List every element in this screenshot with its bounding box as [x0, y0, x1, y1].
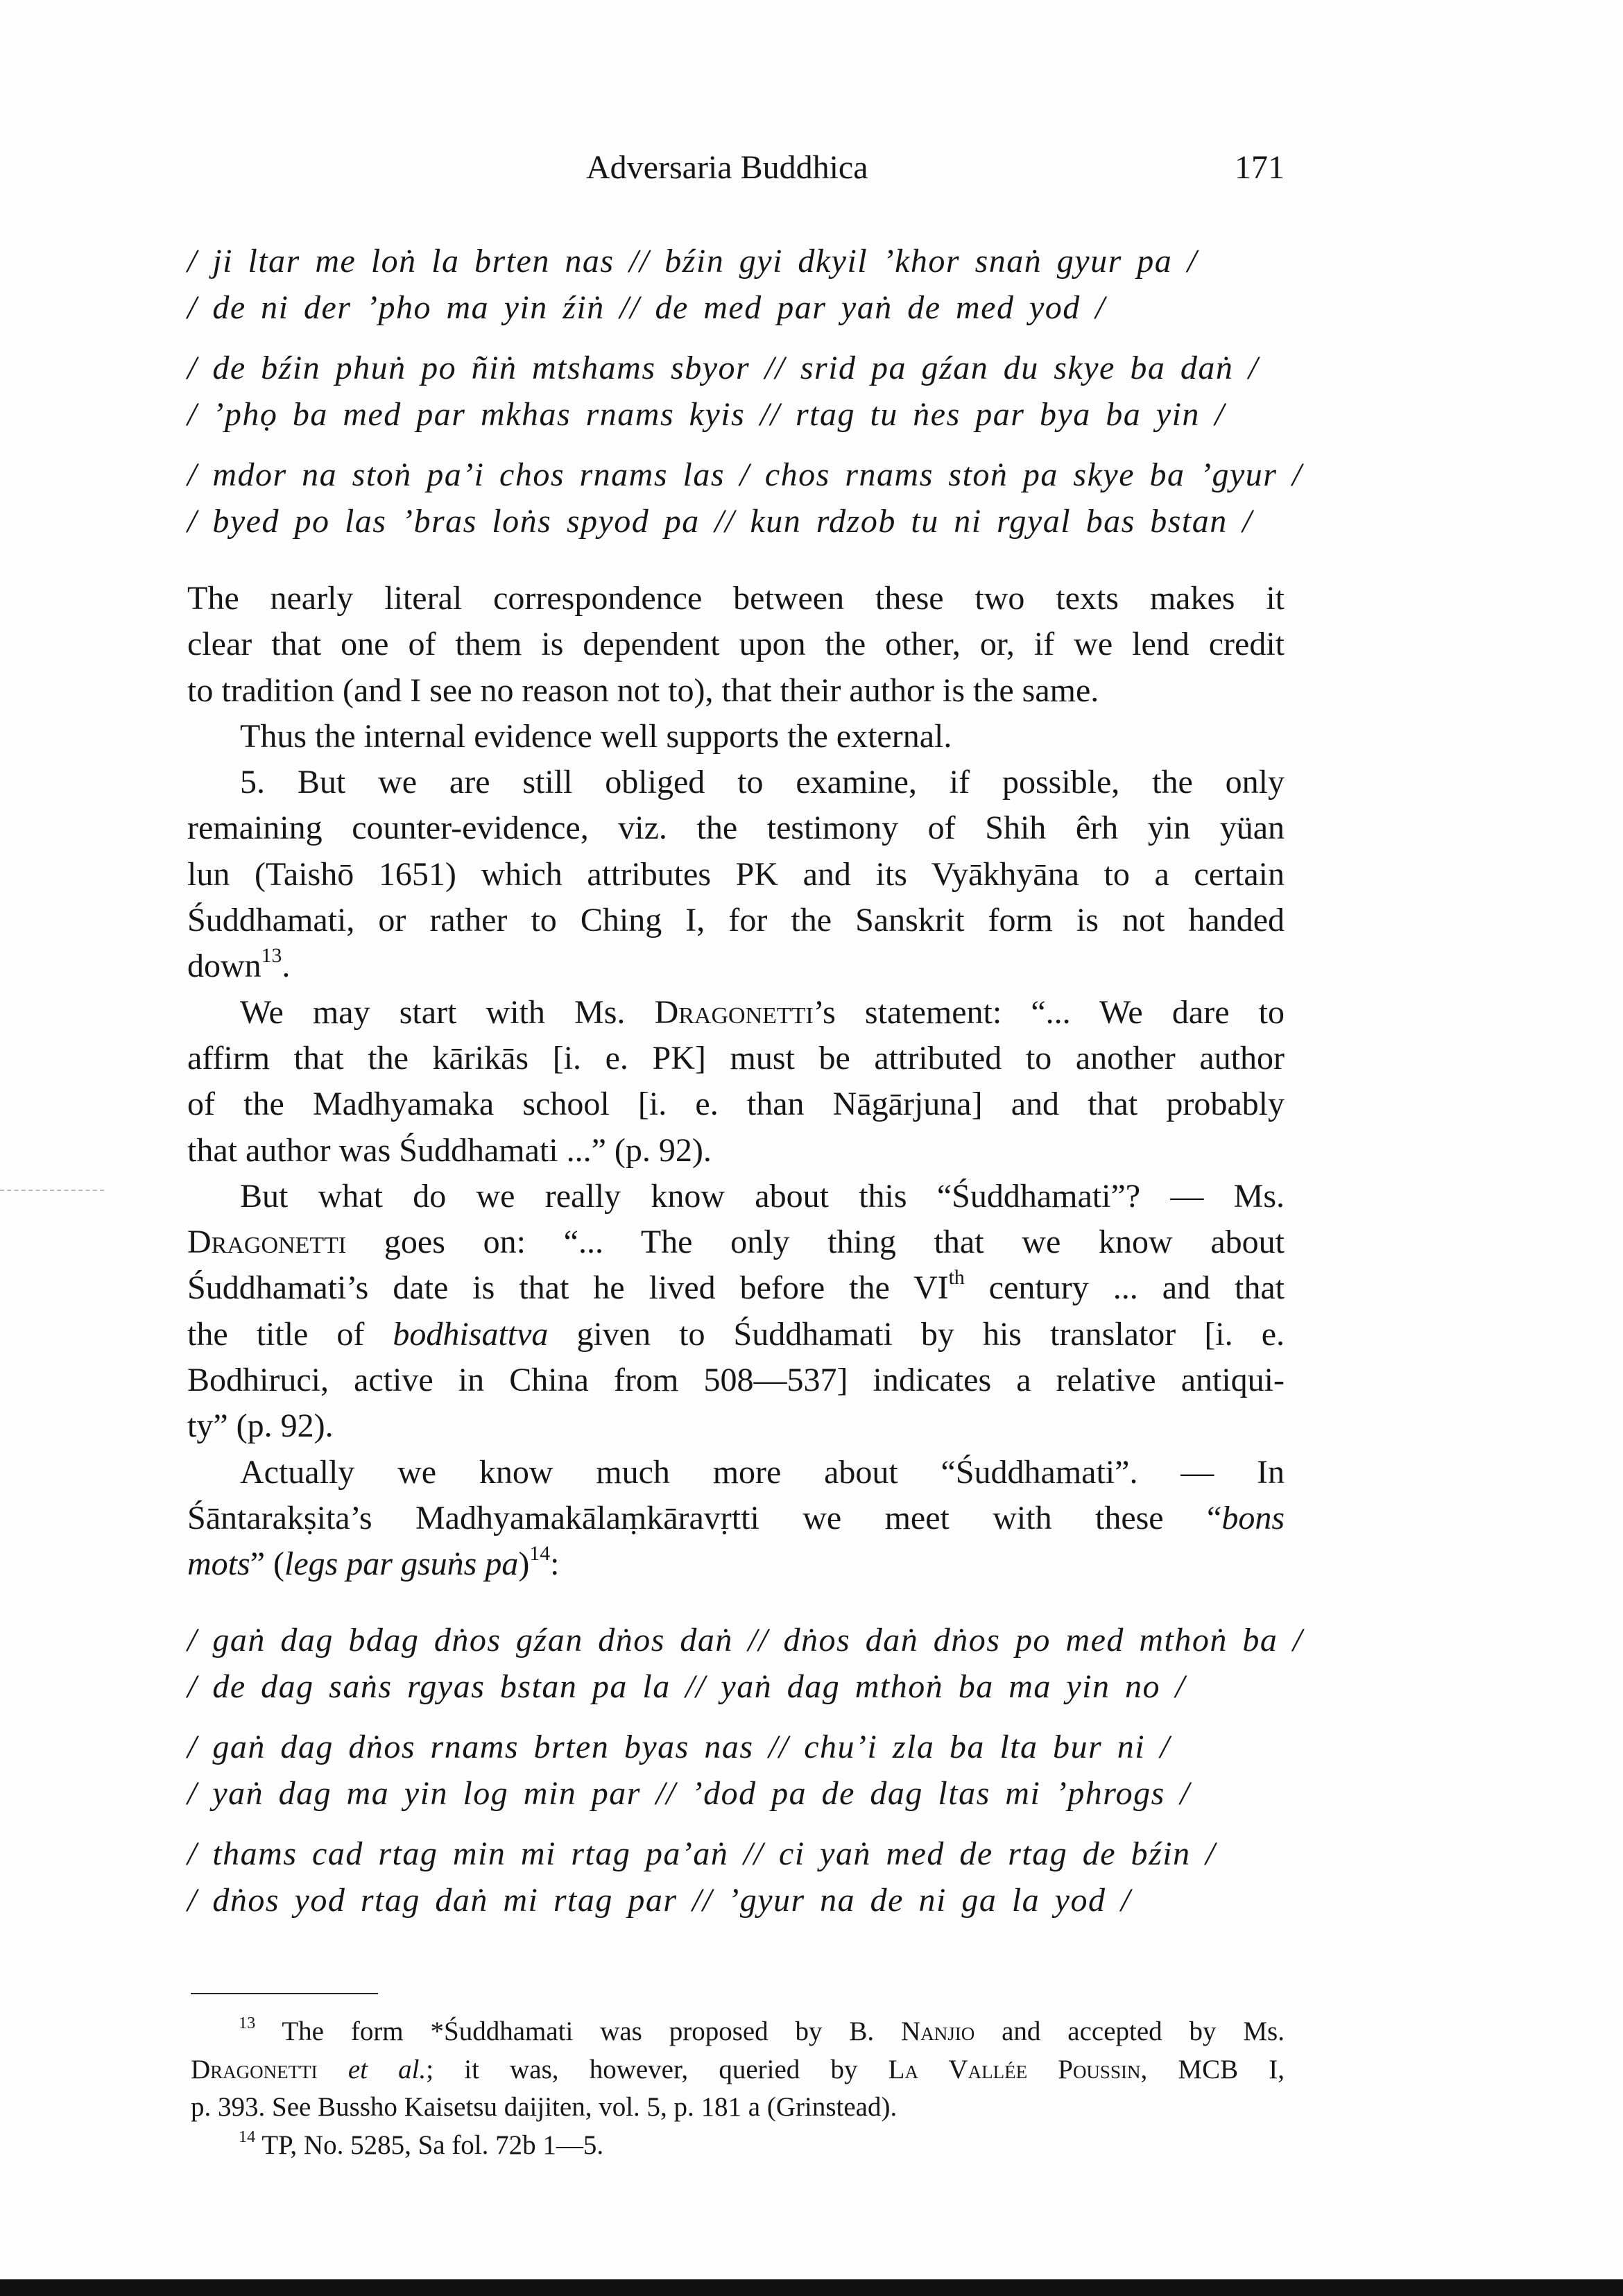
footnote-line — [191, 2127, 1285, 2165]
text-line — [187, 714, 1285, 760]
footnote-line — [191, 2051, 1285, 2089]
text-run: clear that one of them is dependent upon the other, or, if we lend credit — [187, 626, 1285, 663]
text-line — [187, 898, 1285, 943]
small-caps-name: Dragonetti — [191, 2054, 318, 2084]
verse-line: / de dag saṅs rgyas bstan pa la // yaṅ dag mthoṅ ba ma yin no / — [187, 1668, 1186, 1705]
footnotes — [191, 2013, 1285, 2165]
text-run: : — [550, 1545, 560, 1583]
text-run: ” ( — [250, 1545, 284, 1583]
italic-text: et al. — [347, 2054, 427, 2084]
text-line — [187, 1036, 1285, 1081]
text-run: ) — [518, 1545, 530, 1583]
text-run: remaining counter-evidence, viz. the testimony of Shih êrh yin yüan — [187, 809, 1285, 847]
text-line — [187, 990, 1285, 1036]
footnote-line — [191, 2089, 1285, 2127]
footnote-line — [191, 2013, 1285, 2051]
text-run: and accepted by Ms. — [974, 2016, 1285, 2046]
running-title: Adversaria Buddhica — [586, 149, 868, 186]
text-line — [187, 622, 1285, 667]
text-run: But what do we really know about this “Śuddhamati”? — Ms. — [240, 1177, 1285, 1215]
text-run: Śuddhamati, or rather to Ching I, for the Sanskrit form is not handed — [187, 902, 1285, 939]
text-line — [187, 1357, 1285, 1403]
verse-line: / dṅos yod rtag daṅ mi rtag par // ’gyur na de ni ga la yod / — [187, 1882, 1131, 1919]
running-header — [187, 147, 1285, 189]
footnote-marker: 13 — [261, 943, 282, 967]
text-line — [187, 1081, 1285, 1127]
text-line — [187, 1496, 1285, 1541]
body-text — [187, 576, 1285, 1588]
text-run: the title of — [187, 1315, 393, 1353]
verse-stanza — [187, 1724, 1505, 1817]
verse-stanza — [187, 238, 1505, 331]
verse-line: / gaṅ dag bdag dṅos gźan dṅos daṅ // dṅos daṅ dṅos po med mthoṅ ba / — [187, 1622, 1303, 1659]
small-caps-name: Dragonetti — [187, 1224, 347, 1261]
verse-line: / ’phọ ba med par mkhas rnams kyis // rtag tu ṅes par bya ba yin / — [187, 396, 1226, 433]
text-run: The nearly literal correspondence between these two texts makes it — [187, 580, 1285, 617]
footnote-marker: 14 — [529, 1541, 551, 1565]
verse-stanza — [187, 452, 1505, 545]
italic-text: legs par gsuṅs pa — [284, 1545, 519, 1583]
text-run: given to Śuddhamati by his translator [i. e. — [548, 1315, 1285, 1353]
text-line — [187, 852, 1285, 898]
text-line — [187, 1450, 1285, 1496]
text-run: ty” (p. 92). — [187, 1407, 334, 1445]
verse-line: / gaṅ dag dṅos rnams brten byas nas // chu’i zla ba lta bur ni / — [187, 1729, 1171, 1765]
text-line — [187, 1403, 1285, 1449]
text-line — [187, 1128, 1285, 1174]
superscript: th — [948, 1266, 965, 1290]
text-run: goes on: “... The only thing that we know about — [346, 1224, 1285, 1261]
italic-text: bodhisattva — [393, 1315, 549, 1353]
text-run: . — [282, 948, 291, 985]
text-run: Thus the internal evidence well supports the external. — [240, 717, 952, 755]
verse-line: / thams cad rtag min mi rtag pa’aṅ // ci yaṅ med de rtag de bźin / — [187, 1835, 1216, 1872]
footnote-marker: 13 — [239, 2013, 256, 2032]
verse-stanza — [187, 345, 1505, 438]
text-run: We may start with Ms. — [240, 993, 655, 1031]
text-line — [187, 1541, 1285, 1587]
text-run: to tradition (and I see no reason not to), that their author is the same. — [187, 671, 1099, 709]
text-run: Śuddhamati’s date is that he lived before the VI — [187, 1269, 949, 1307]
footnote-marker: 14 — [239, 2127, 256, 2146]
text-run: that author was Śuddhamati ...” (p. 92). — [187, 1131, 712, 1169]
text-line — [187, 1312, 1285, 1357]
text-run: Bodhiruci, active in China from 508—537] indicates a relative antiqui- — [187, 1362, 1285, 1399]
text-run: of the Madhyamaka school [i. e. than Nāgārjuna] and that probably — [187, 1086, 1285, 1123]
text-line — [187, 805, 1285, 851]
verse-quotation-top — [187, 238, 1505, 558]
verse-quotation-bottom — [187, 1617, 1505, 1937]
verse-line: / mdor na stoṅ pa’i chos rnams las / chos rnams stoṅ pa skye ba ’gyur / — [187, 456, 1303, 493]
footnote — [191, 2013, 1285, 2127]
text-run: ’s statement: “... We dare to — [813, 993, 1285, 1031]
text-run: century ... and that — [964, 1269, 1285, 1307]
small-caps-name: Nanjio — [901, 2016, 975, 2046]
verse-line: / yaṅ dag ma yin log min par // ’dod pa de dag ltas mi ’phrogs / — [187, 1775, 1191, 1812]
text-run: down — [187, 948, 261, 985]
body-paragraph — [187, 760, 1285, 989]
text-run: TP, No. 5285, Sa fol. 72b 1—5. — [255, 2130, 604, 2161]
text-line — [187, 1219, 1285, 1265]
body-paragraph — [187, 1450, 1285, 1588]
text-run: , MCB I, — [1140, 2054, 1285, 2084]
text-line — [187, 760, 1285, 805]
body-paragraph — [187, 990, 1285, 1174]
text-line — [187, 668, 1285, 714]
verse-line: / de bźin phuṅ po ñiṅ mtshams sbyor // srid pa gźan du skye ba daṅ / — [187, 350, 1259, 386]
text-line — [187, 943, 1285, 989]
scan-edge-bar — [0, 2279, 1623, 2296]
page-number: 171 — [1235, 149, 1285, 186]
text-line — [187, 1174, 1285, 1219]
small-caps-name: La Vallée Poussin — [888, 2054, 1141, 2084]
verse-stanza — [187, 1831, 1505, 1924]
margin-mark — [0, 1190, 104, 1191]
text-run: 5. But we are still obliged to examine, if possible, the only — [240, 764, 1285, 801]
body-paragraph — [187, 576, 1285, 714]
footnote-rule — [191, 1993, 378, 1994]
verse-line: / de ni der ’pho ma yin źiṅ // de med par yaṅ de med yod / — [187, 289, 1106, 326]
text-run: The form *Śuddhamati was proposed by B. — [255, 2016, 902, 2046]
verse-line: / byed po las ’bras loṅs spyod pa // kun rdzob tu ni rgyal bas bstan / — [187, 503, 1253, 540]
text-run — [318, 2055, 348, 2084]
body-paragraph — [187, 1174, 1285, 1450]
text-run: p. 393. See Bussho Kaisetsu daijiten, vol. 5, p. 181 a (Grinstead). — [191, 2092, 898, 2123]
text-line — [187, 576, 1285, 622]
text-run: affirm that the kārikās [i. e. PK] must be attributed to another author — [187, 1039, 1285, 1077]
footnote — [191, 2127, 1285, 2165]
body-paragraph — [187, 714, 1285, 760]
small-caps-name: Dragonetti — [654, 993, 814, 1031]
text-run: lun (Taishō 1651) which attributes PK and its Vyākhyāna to a certain — [187, 855, 1285, 893]
text-run: Actually we know much more about “Śuddhamati”. — In — [240, 1453, 1285, 1491]
verse-line: / ji ltar me loṅ la brten nas // bźin gyi dkyil ’khor snaṅ gyur pa / — [187, 243, 1198, 280]
italic-text: bons — [1221, 1499, 1285, 1536]
verse-stanza — [187, 1617, 1505, 1710]
text-run: Śāntarakṣita’s Madhyamakālaṃkāravṛtti we meet with these “ — [187, 1499, 1222, 1536]
text-line — [187, 1265, 1285, 1311]
text-run: ; it was, however, queried by — [426, 2054, 888, 2084]
italic-text: mots — [187, 1545, 250, 1583]
